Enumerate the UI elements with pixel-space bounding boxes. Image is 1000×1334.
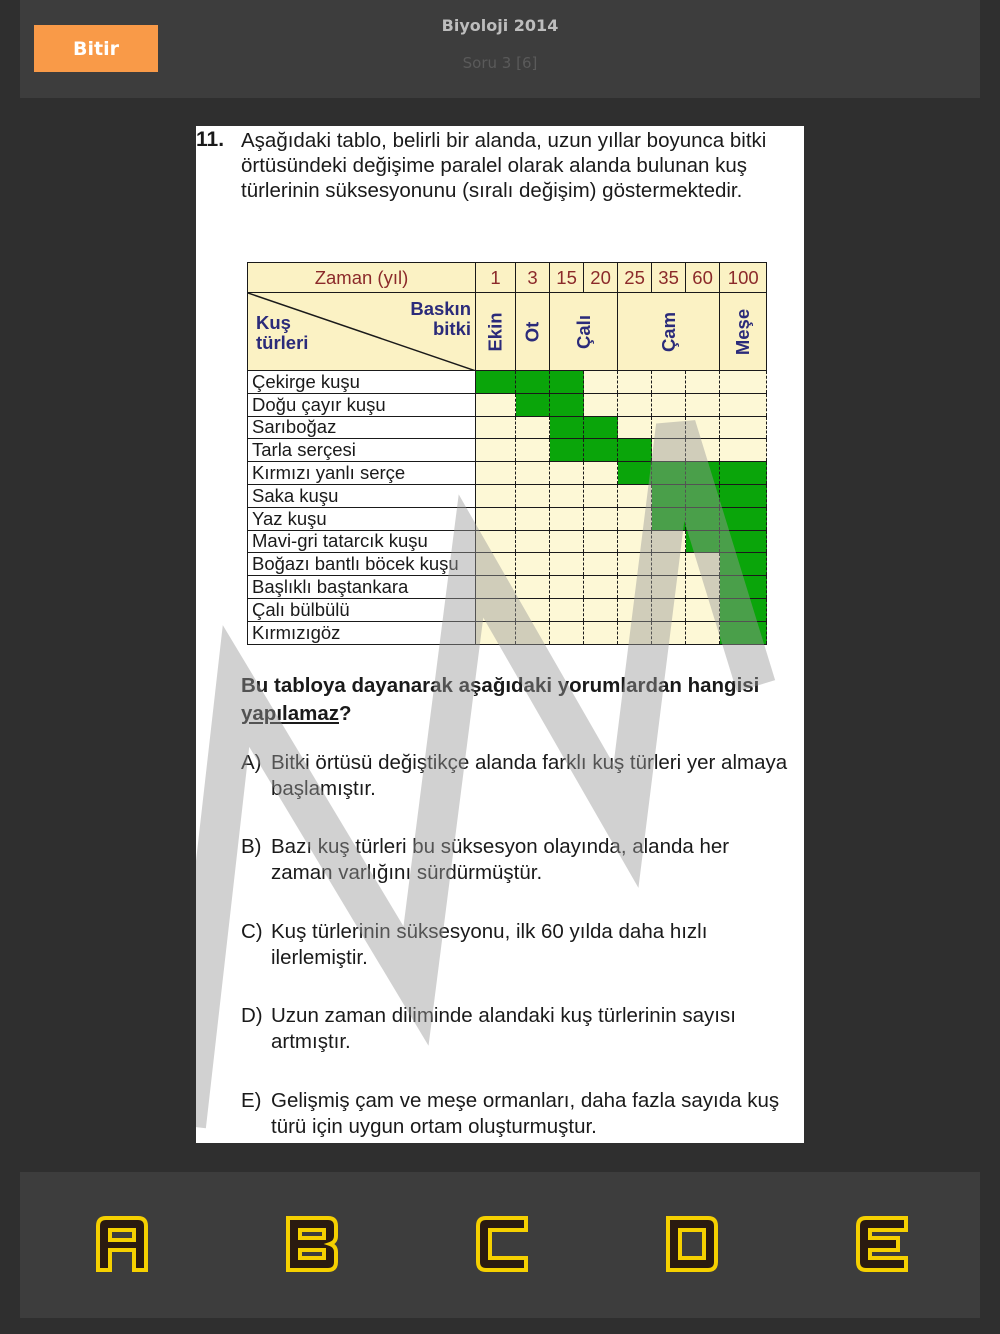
plant-header (516, 293, 550, 371)
absence-cell (550, 576, 584, 599)
table-row (248, 484, 767, 507)
plant-header (550, 293, 618, 371)
table-row (248, 553, 767, 576)
answer-e-glyph (852, 1212, 912, 1276)
presence-cell (584, 416, 618, 439)
plant-name: Ekin (484, 311, 506, 352)
absence-cell (516, 621, 550, 644)
absence-cell (476, 462, 516, 485)
bird-name: Saka kuşu (248, 484, 476, 507)
absence-cell (550, 462, 584, 485)
option-text: Bazı kuş türleri bu süksesyon olayında, alanda her zaman varlığını sürdürmüştür. (271, 835, 730, 884)
table-row (248, 576, 767, 599)
option-e (241, 1088, 801, 1138)
plant-name: Çalı (572, 314, 594, 349)
bird-succession-table (247, 262, 767, 645)
presence-cell (720, 576, 767, 599)
bird-name: Yaz kuşu (248, 507, 476, 530)
absence-cell (686, 393, 720, 416)
absence-cell (618, 576, 652, 599)
finish-button[interactable]: Bitir (34, 25, 158, 72)
table-row (248, 530, 767, 553)
absence-cell (550, 553, 584, 576)
absence-cell (516, 416, 550, 439)
answer-b-glyph (282, 1212, 342, 1276)
absence-cell (584, 621, 618, 644)
option-text: Uzun zaman diliminde alandaki kuş türlerinin sayısı artmıştır. (271, 1004, 736, 1053)
bird-name: Doğu çayır kuşu (248, 393, 476, 416)
absence-cell (476, 484, 516, 507)
question-ask (241, 672, 781, 728)
presence-cell (584, 439, 618, 462)
option-letter: C) (241, 920, 263, 943)
presence-cell (550, 439, 584, 462)
absence-cell (550, 530, 584, 553)
option-letter: E) (241, 1089, 262, 1112)
absence-cell (652, 598, 686, 621)
table-row (248, 621, 767, 644)
presence-cell (720, 462, 767, 485)
presence-cell (550, 393, 584, 416)
absence-cell (720, 393, 767, 416)
presence-cell (516, 393, 550, 416)
absence-cell (584, 393, 618, 416)
absence-cell (550, 484, 584, 507)
year-header: 35 (652, 263, 686, 293)
answer-e-button[interactable] (852, 1212, 912, 1276)
presence-cell (618, 462, 652, 485)
year-header: 1 (476, 263, 516, 293)
question-counter: Soru 3 [6] (462, 54, 538, 72)
absence-cell (686, 576, 720, 599)
absence-cell (516, 507, 550, 530)
presence-cell (652, 462, 686, 485)
table-row (248, 371, 767, 394)
presence-cell (720, 484, 767, 507)
ask-underlined: yapılamaz (241, 702, 339, 725)
year-header: 100 (720, 263, 767, 293)
absence-cell (476, 393, 516, 416)
absence-cell (476, 507, 516, 530)
bird-name: Sarıboğaz (248, 416, 476, 439)
ask-prefix: Bu tabloya dayanarak aşağıdaki yorumlardan hangisi (241, 674, 760, 697)
presence-cell (720, 507, 767, 530)
presence-cell (652, 507, 686, 530)
bird-name: Tarla serçesi (248, 439, 476, 462)
absence-cell (618, 507, 652, 530)
absence-cell (720, 371, 767, 394)
presence-cell (720, 598, 767, 621)
bird-name: Başlıklı baştankara (248, 576, 476, 599)
absence-cell (618, 553, 652, 576)
species-label (256, 313, 308, 353)
plant-header (720, 293, 767, 371)
absence-cell (516, 484, 550, 507)
absence-cell (584, 507, 618, 530)
presence-cell (686, 507, 720, 530)
table-row (248, 598, 767, 621)
year-header: 15 (550, 263, 584, 293)
absence-cell (618, 621, 652, 644)
absence-cell (652, 553, 686, 576)
absence-cell (652, 530, 686, 553)
bird-name: Boğazı bantlı böcek kuşu (248, 553, 476, 576)
species-label-line1: Kuş (256, 312, 291, 333)
absence-cell (652, 416, 686, 439)
presence-cell (618, 439, 652, 462)
table-row (248, 416, 767, 439)
absence-cell (652, 621, 686, 644)
bird-name: Mavi-gri tatarcık kuşu (248, 530, 476, 553)
absence-cell (686, 371, 720, 394)
option-d (241, 1003, 801, 1053)
presence-cell (686, 462, 720, 485)
absence-cell (584, 484, 618, 507)
absence-cell (686, 439, 720, 462)
absence-cell (476, 576, 516, 599)
absence-cell (516, 530, 550, 553)
absence-cell (652, 576, 686, 599)
absence-cell (652, 439, 686, 462)
absence-cell (618, 393, 652, 416)
absence-cell (584, 553, 618, 576)
answer-d-button[interactable] (662, 1212, 722, 1276)
answer-c-button[interactable] (472, 1212, 532, 1276)
plant-name: Meşe (732, 308, 754, 355)
answer-bar (20, 1172, 980, 1318)
absence-cell (686, 416, 720, 439)
year-header: 60 (686, 263, 720, 293)
absence-cell (476, 439, 516, 462)
absence-cell (516, 576, 550, 599)
absence-cell (618, 530, 652, 553)
absence-cell (584, 530, 618, 553)
absence-cell (476, 416, 516, 439)
year-header: 20 (584, 263, 618, 293)
time-header: Zaman (yıl) (248, 263, 476, 293)
presence-cell (686, 530, 720, 553)
plant-name: Ot (521, 321, 543, 342)
option-a (241, 750, 801, 800)
answer-a-button[interactable] (92, 1212, 152, 1276)
year-header: 25 (618, 263, 652, 293)
absence-cell (476, 553, 516, 576)
absence-cell (720, 416, 767, 439)
table-row (248, 462, 767, 485)
absence-cell (618, 598, 652, 621)
option-text: Gelişmiş çam ve meşe ormanları, daha fazla sayıda kuş türü için uygun ortam oluşturmuştur. (271, 1089, 780, 1138)
absence-cell (584, 371, 618, 394)
absence-cell (476, 598, 516, 621)
absence-cell (720, 439, 767, 462)
absence-cell (550, 507, 584, 530)
absence-cell (618, 371, 652, 394)
table-row (248, 439, 767, 462)
answer-d-glyph (662, 1212, 722, 1276)
table-row (248, 393, 767, 416)
absence-cell (516, 462, 550, 485)
answer-a-glyph (92, 1212, 152, 1276)
presence-cell (720, 530, 767, 553)
answer-c-glyph (472, 1212, 532, 1276)
answer-b-button[interactable] (282, 1212, 342, 1276)
year-header: 3 (516, 263, 550, 293)
bird-name: Kırmızıgöz (248, 621, 476, 644)
absence-cell (652, 393, 686, 416)
absence-cell (686, 598, 720, 621)
question-number: 11. (196, 128, 225, 151)
presence-cell (652, 484, 686, 507)
table-row (248, 507, 767, 530)
bird-name: Çalı bülbülü (248, 598, 476, 621)
presence-cell (516, 371, 550, 394)
absence-cell (584, 598, 618, 621)
plant-header (476, 293, 516, 371)
presence-cell (720, 553, 767, 576)
presence-cell (686, 484, 720, 507)
absence-cell (516, 598, 550, 621)
question-stem: Aşağıdaki tablo, belirli bir alanda, uzun yıllar boyunca bitki örtüsündeki değişime paralel olarak alanda bulunan kuş türlerinin süksesyonunu (sıralı değişim) göstermektedir. (241, 129, 767, 202)
absence-cell (686, 621, 720, 644)
species-label-line2: türleri (256, 332, 309, 353)
absence-cell (584, 576, 618, 599)
question-image (196, 126, 804, 1143)
absence-cell (516, 439, 550, 462)
presence-cell (550, 371, 584, 394)
absence-cell (618, 416, 652, 439)
absence-cell (516, 553, 550, 576)
presence-cell (476, 371, 516, 394)
option-letter: A) (241, 751, 262, 774)
option-c (241, 919, 801, 969)
option-letter: D) (241, 1004, 263, 1027)
diagonal-header-cell (248, 293, 476, 371)
option-b (241, 834, 801, 884)
absence-cell (618, 484, 652, 507)
absence-cell (550, 598, 584, 621)
option-text: Bitki örtüsü değiştikçe alanda farklı kuş türleri yer almaya başlamıştır. (271, 751, 788, 800)
absence-cell (476, 530, 516, 553)
plant-header (618, 293, 720, 371)
presence-cell (720, 621, 767, 644)
top-bar (20, 0, 980, 98)
option-text: Kuş türlerinin süksesyonu, ilk 60 yılda daha hızlı ilerlemiştir. (271, 920, 708, 969)
dominant-plant-label-line1: Baskın (410, 298, 471, 319)
absence-cell (652, 371, 686, 394)
absence-cell (476, 621, 516, 644)
dominant-plant-label (410, 299, 471, 339)
option-letter: B) (241, 835, 262, 858)
absence-cell (584, 462, 618, 485)
bird-name: Kırmızı yanlı serçe (248, 462, 476, 485)
absence-cell (686, 553, 720, 576)
plant-name: Çam (657, 311, 679, 352)
absence-cell (550, 621, 584, 644)
bird-name: Çekirge kuşu (248, 371, 476, 394)
exam-title: Biyoloji 2014 (441, 16, 559, 35)
ask-suffix: ? (339, 702, 352, 725)
presence-cell (550, 416, 584, 439)
dominant-plant-label-line2: bitki (432, 318, 471, 339)
